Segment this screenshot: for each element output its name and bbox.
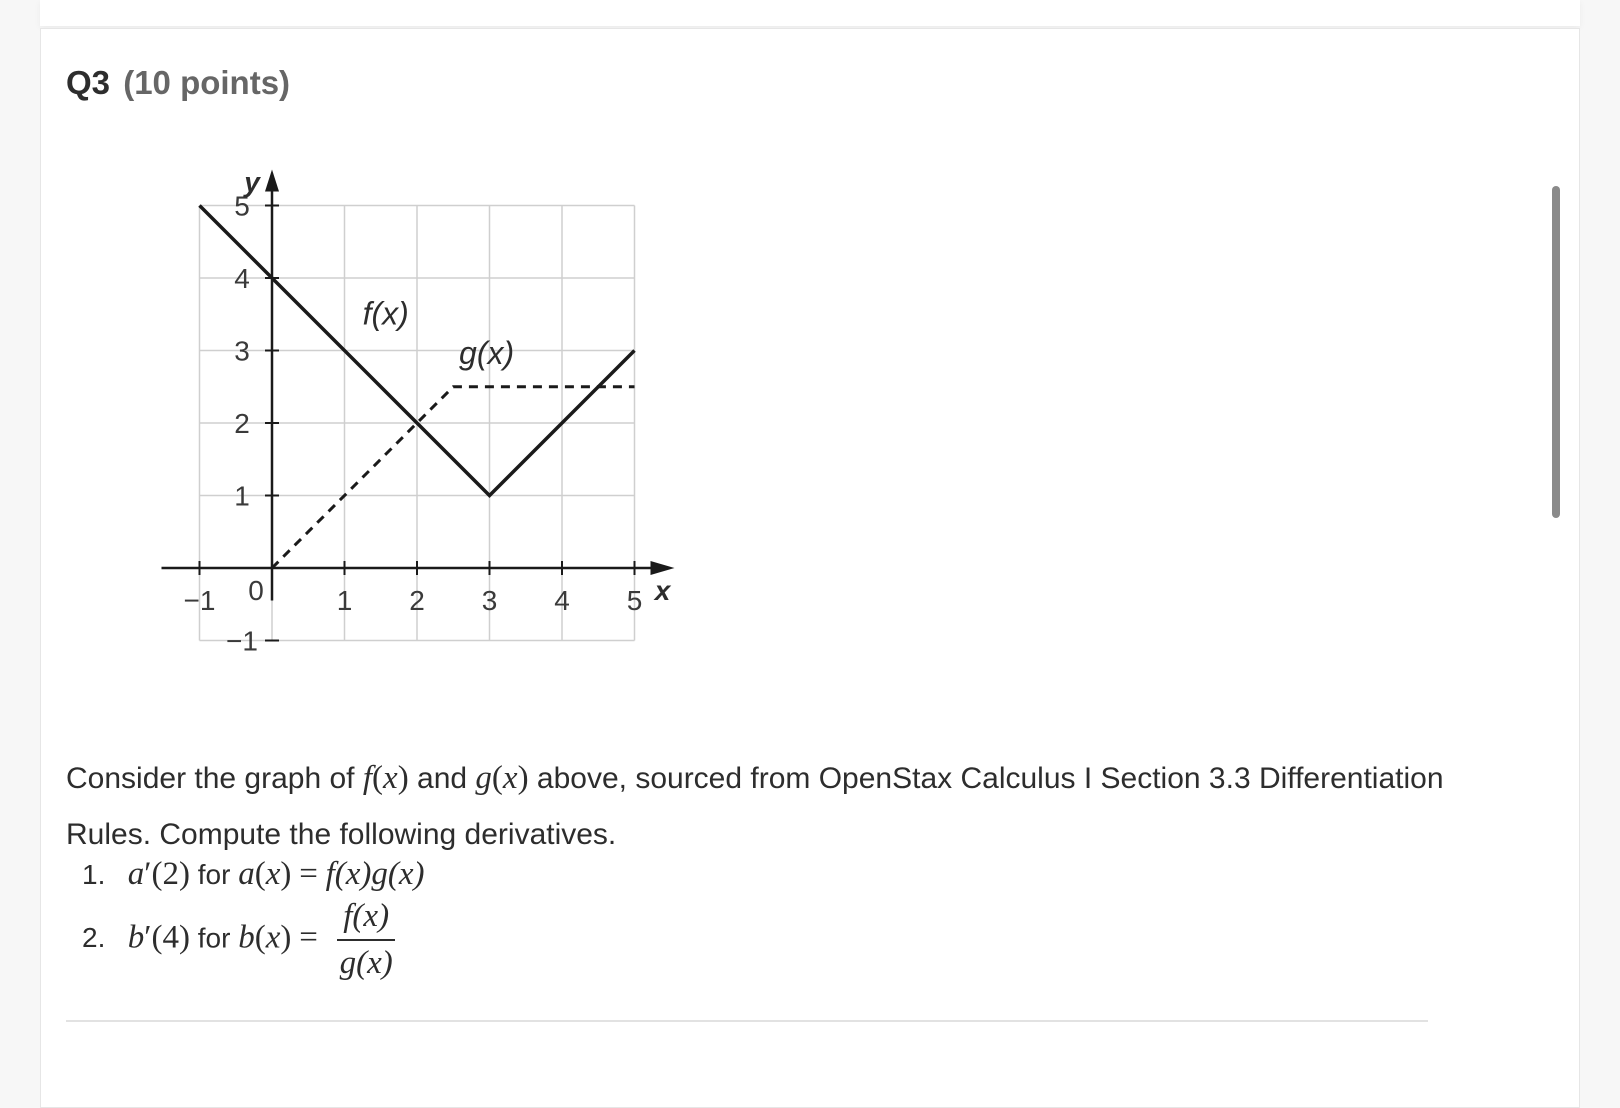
item-arg: 4	[162, 919, 179, 956]
y-tick-label: 3	[234, 335, 250, 367]
item-equals: =	[299, 919, 318, 956]
item-paren-close: )	[179, 856, 190, 892]
x-tick-label: 4	[554, 585, 570, 616]
item-for: for	[197, 859, 231, 890]
axis-labels	[184, 167, 672, 657]
item-lhs-x: x	[265, 919, 281, 956]
graph-svg	[120, 140, 700, 700]
item-equals: =	[299, 856, 318, 892]
axes	[162, 170, 675, 641]
y-axis-label: y	[244, 166, 260, 198]
y-tick-label: 4	[234, 263, 250, 294]
item-lhs-open: (	[254, 919, 266, 956]
item-fn-lhs: a	[238, 856, 255, 892]
math-paren-open-2: (	[491, 760, 503, 796]
math-g: g	[475, 760, 492, 796]
item-number: 2.	[82, 922, 106, 954]
question-header	[66, 64, 290, 102]
item-prime: ′	[144, 856, 152, 892]
item-fn: a	[127, 856, 145, 892]
x-tick-label: 2	[409, 585, 425, 616]
y-tick-label: −1	[226, 625, 258, 657]
item-paren-open: (	[151, 856, 163, 892]
item-prime: ′	[144, 919, 152, 956]
x-tick-label: 3	[481, 585, 498, 616]
x-tick-label: 1	[336, 585, 353, 616]
item-rhs: f(x)g(x)	[325, 856, 425, 892]
x-axis-label: x	[654, 575, 671, 606]
intro-text-1: Consider the graph of	[66, 762, 363, 795]
item-number: 1.	[82, 859, 106, 890]
item-lhs-close: )	[280, 856, 292, 892]
intro-text-2: above, sourced from OpenStax Calculus I Section 3.3 Differentiation Rules. Compute the following derivatives.	[66, 762, 1444, 851]
function-graph	[120, 140, 700, 700]
y-tick-label: 1	[234, 480, 250, 512]
item-lhs-x: x	[265, 856, 281, 892]
x-tick-label: 0	[248, 575, 264, 606]
fraction-numerator: f(x)	[337, 898, 395, 941]
question-text	[66, 750, 1466, 863]
list-item-1	[82, 856, 425, 893]
intro-and: and	[408, 762, 476, 795]
item-lhs-close: )	[280, 919, 292, 956]
series-f-label: f(x)	[362, 295, 409, 332]
y-tick-label: 5	[234, 190, 250, 222]
item-fn-lhs: b	[238, 919, 255, 956]
item-lhs-open: (	[254, 856, 266, 892]
series-g-label: g(x)	[459, 335, 515, 372]
math-paren-close-2: )	[517, 760, 529, 796]
top-bar	[40, 0, 1580, 26]
x-tick-label: 5	[626, 585, 643, 616]
x-tick-label: −1	[183, 585, 216, 616]
question-points: (10 points)	[123, 64, 291, 101]
y-tick-label: 2	[234, 408, 250, 439]
scrollbar[interactable]	[1552, 186, 1560, 518]
math-paren-open-1: (	[372, 760, 384, 796]
math-paren-close-1: )	[397, 760, 409, 796]
item-fn: b	[127, 919, 145, 956]
item-arg: 2	[162, 856, 179, 892]
item-paren-close: )	[179, 919, 190, 956]
fraction-denominator: g(x)	[339, 945, 393, 981]
series-g-line	[272, 387, 635, 568]
section-divider	[66, 1020, 1428, 1022]
math-x-2: x	[502, 760, 518, 796]
math-f: f	[362, 760, 373, 796]
question-number: Q3	[66, 64, 111, 101]
fraction	[334, 898, 399, 982]
list-item-2	[82, 898, 399, 982]
math-x-1: x	[383, 760, 398, 796]
y-axis-arrow	[265, 170, 279, 192]
x-axis-arrow	[651, 561, 675, 575]
item-for: for	[197, 922, 231, 954]
item-paren-open: (	[151, 919, 163, 956]
